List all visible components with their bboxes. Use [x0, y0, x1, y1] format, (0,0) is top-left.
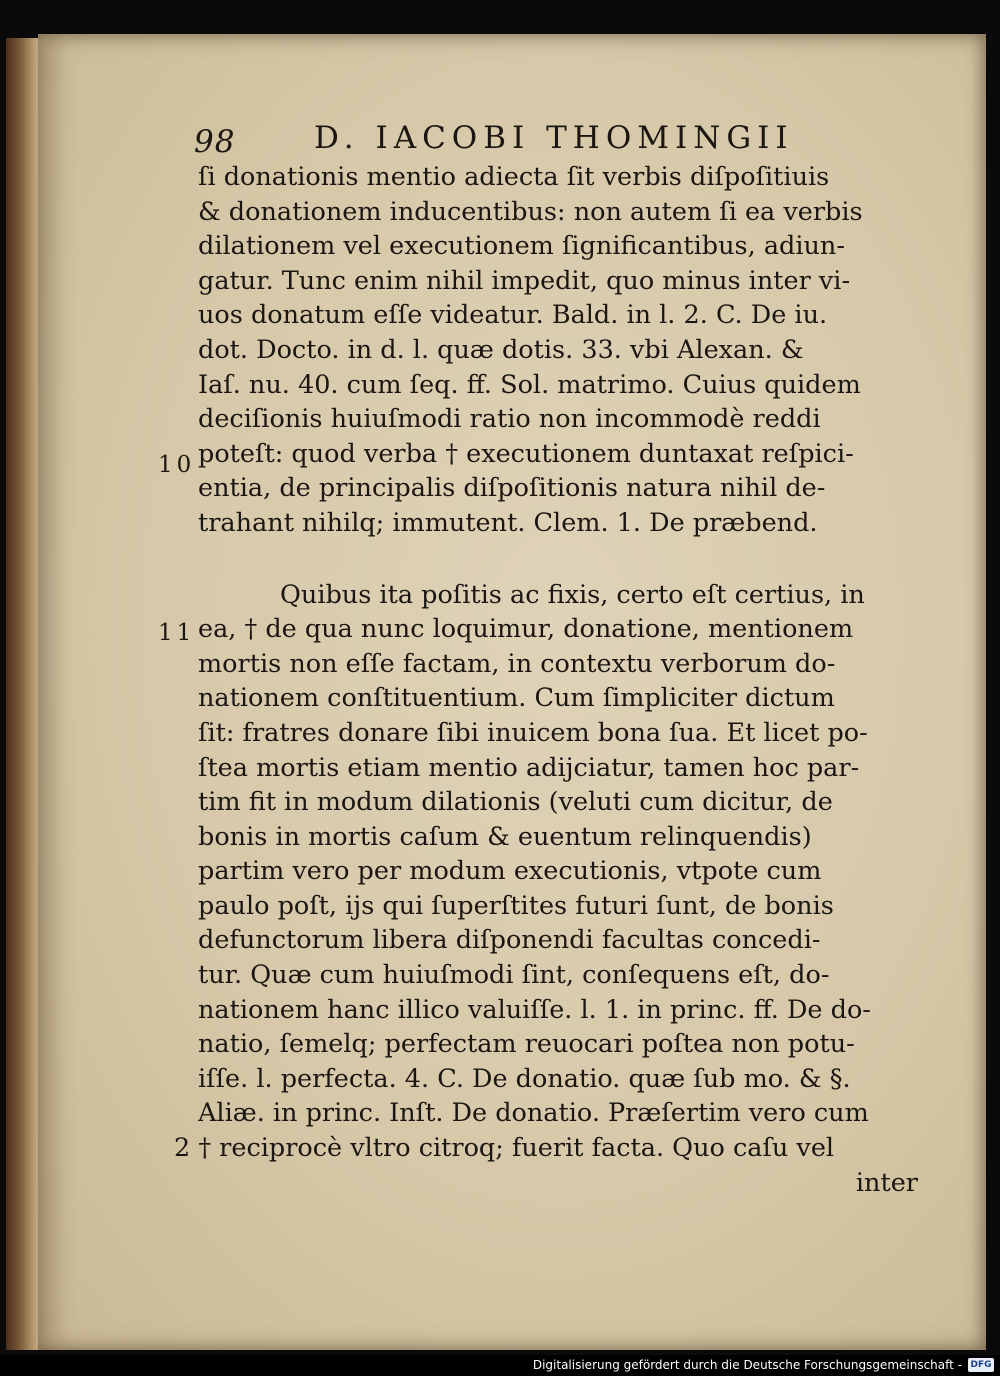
text-line: tur. Quæ cum huiuſmodi ſint, conſequens eſt, do-: [198, 960, 830, 991]
text-line: defunctorum libera diſponendi facultas concedi-: [198, 925, 821, 956]
text-line: & donationem inducentibus: non autem ſi ea verbis: [198, 196, 863, 227]
text-line: dot. Docto. in d. l. quæ dotis. 33. vbi Alexan. &: [198, 334, 804, 365]
running-title: D. IACOBI THOMINGII: [314, 120, 794, 156]
text-line: mortis non eſſe factam, in contextu verborum do-: [198, 648, 836, 679]
text-line: nationem hanc illico valuiſſe. l. 1. in princ. ff. De do-: [198, 994, 871, 1025]
text-line: 2 † reciprocè vltro citroq; fuerit facta. Quo caſu vel: [174, 1133, 835, 1164]
text-line: iſſe. l. perfecta. 4. C. De donatio. quæ ſub mo. & §.: [198, 1063, 851, 1094]
text-line: poteſt: quod verba † executionem duntaxat reſpici-: [198, 438, 854, 469]
text-line: bonis in mortis caſum & euentum relinquendis): [198, 821, 812, 852]
catchword: inter: [855, 1167, 918, 1198]
text-line: ſi donationis mentio adiecta ſit verbis diſpoſitiuis: [198, 162, 830, 192]
footer-bar: [0, 1355, 1000, 1376]
margin-note-number: 10: [158, 452, 196, 478]
text-line: natio, ſemelq; perfectam reuocari poſtea non potu-: [198, 1029, 855, 1060]
page-number: 98: [194, 124, 236, 160]
text-line: deciſionis huiuſmodi ratio non incommodè reddi: [198, 404, 821, 435]
text-line: nationem conſtituentium. Cum ſimpliciter dictum: [198, 683, 835, 714]
text-line: ea, † de qua nunc loquimur, donatione, mentionem: [198, 614, 854, 645]
text-line: dilationem vel executionem ſignificantibus, adiun-: [198, 231, 845, 262]
text-line: paulo poſt, ijs qui ſuperſtites futuri ſunt, de bonis: [198, 890, 834, 921]
text-line: gatur. Tunc enim nihil impedit, quo minus inter vi-: [198, 265, 851, 296]
text-line: Iaſ. nu. 40. cum ſeq. ff. Sol. matrimo. Cuius quidem: [198, 369, 861, 400]
text-line: uos donatum eſſe videatur. Bald. in l. 2. C. De iu.: [198, 300, 828, 331]
text-line: ſtea mortis etiam mentio adijciatur, tamen hoc par-: [198, 752, 860, 783]
text-line: ſit: fratres donare ſibi inuicem bona ſua. Et licet po-: [198, 717, 868, 748]
dfg-logo-icon: DFG: [968, 1358, 994, 1372]
text-line: Aliæ. in princ. Inſt. De donatio. Præſertim vero cum: [198, 1098, 869, 1129]
text-line: trahant nihilq; immutent. Clem. 1. De præbend.: [198, 507, 818, 538]
text-line: entia, de principalis diſpoſitionis natura nihil de-: [198, 473, 826, 504]
text-line: partim vero per modum executionis, vtpote cum: [198, 856, 822, 887]
margin-note-number: 11: [158, 620, 196, 646]
funding-credit: Digitalisierung gefördert durch die Deutsche Forschungsgemeinschaft -: [532, 1358, 962, 1372]
text-line: Quibus ita poſitis ac fixis, certo eſt certius, in: [280, 579, 865, 610]
text-line: tim fit in modum dilationis (veluti cum dicitur, de: [198, 787, 833, 818]
page-header: [190, 120, 830, 164]
